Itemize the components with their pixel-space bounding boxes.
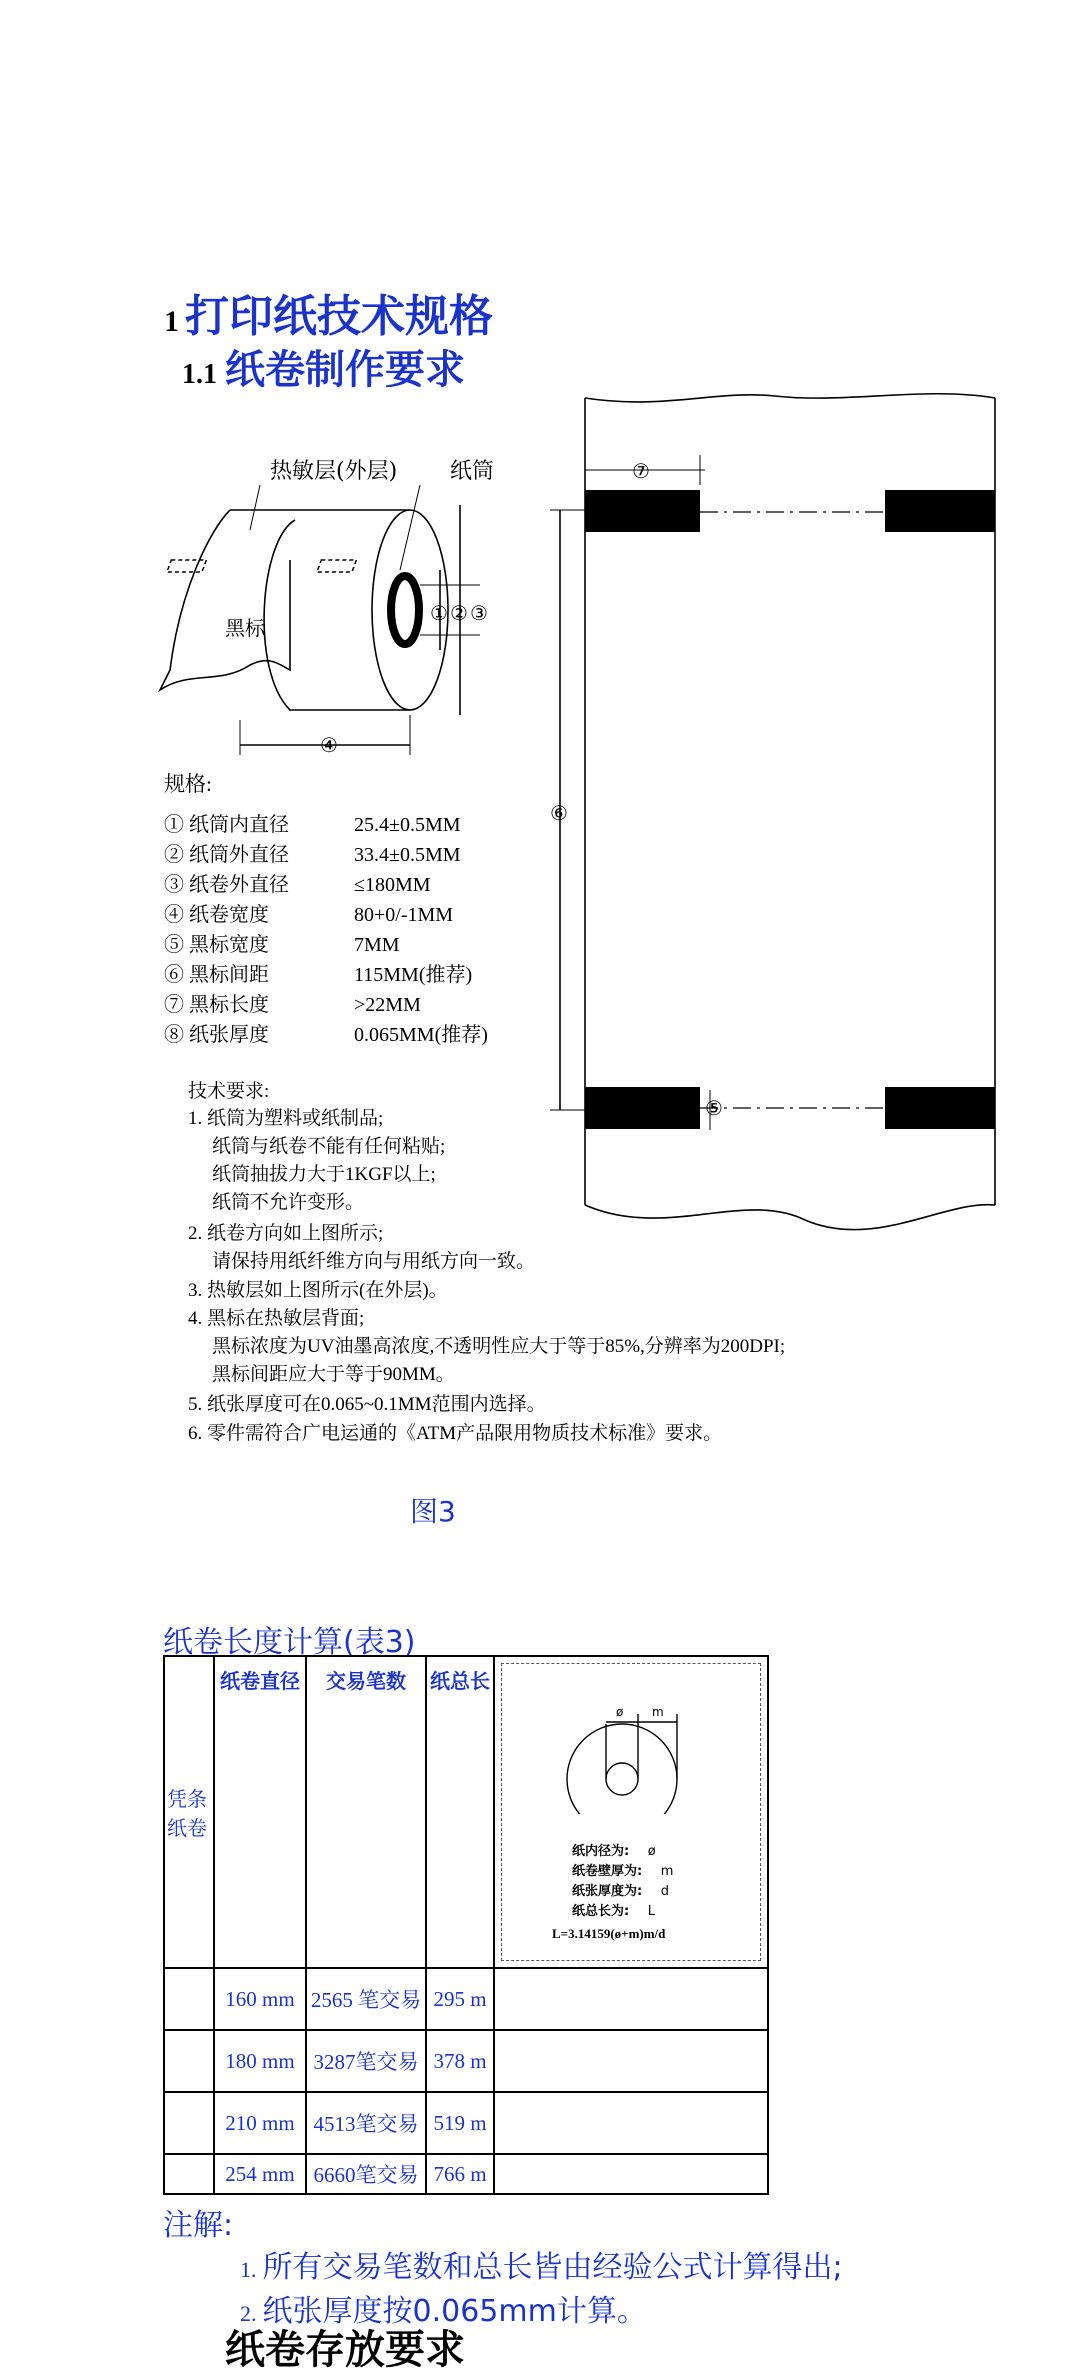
legend-label: 纸张厚度为: (572, 1884, 643, 1899)
marker-2: ② (450, 601, 468, 625)
black-mark-left (167, 560, 206, 572)
spec-row (164, 898, 453, 927)
next-section-heading: 纸卷存放要求 (225, 2327, 465, 2373)
table-row (164, 2092, 768, 2154)
legend-line (572, 1842, 673, 1862)
spec-value: 0.065MM(推荐) (354, 1024, 488, 1046)
note-text: 所有交易笔数和总长皆由经验公式计算得出; (262, 2250, 843, 2285)
m-label: m (652, 1705, 664, 1719)
roll-length-table (163, 1655, 769, 2195)
legend-label: 纸卷壁厚为: (572, 1864, 643, 1879)
formula-cell (494, 1656, 768, 1968)
strip-bottom-edge (585, 1205, 995, 1230)
requirement-line: 黑标浓度为UV油墨高浓度,不透明性应大于等于85%,分辨率为200DPI; (212, 1336, 786, 1357)
strip-top-edge (585, 394, 995, 402)
table-cell (494, 2030, 768, 2092)
subsection-number: 1.1 (182, 359, 217, 390)
table-cell: 210 mm (214, 2092, 306, 2154)
section-heading (164, 280, 493, 344)
spec-value: 80+0/-1MM (354, 904, 454, 926)
spec-label: ⑥ 黑标间距 (164, 964, 269, 986)
spec-row (164, 1018, 488, 1047)
table-cell: 4513笔交易 (306, 2092, 426, 2154)
requirement-line: 3. 热敏层如上图所示(在外层)。 (188, 1280, 448, 1301)
requirement-line: 2. 纸卷方向如上图所示; (188, 1223, 384, 1244)
table-cell (164, 1968, 214, 2030)
black-mark-label: 黑标 (225, 616, 265, 640)
table-cell: 254 mm (214, 2154, 306, 2194)
marker-1: ① (430, 601, 448, 625)
spec-row (164, 928, 400, 957)
spec-value: 7MM (354, 934, 400, 956)
legend-symbol: m (660, 1864, 674, 1879)
side-label: 凭条纸卷 (164, 1656, 214, 1968)
note-text: 纸张厚度按0.065mm计算。 (262, 2294, 647, 2329)
requirement-line: 4. 黑标在热敏层背面; (188, 1308, 365, 1329)
table-cell: 3287笔交易 (306, 2030, 426, 2092)
legend-line (572, 1882, 673, 1902)
table-cell: 180 mm (214, 2030, 306, 2092)
legend-label: 纸内径为: (572, 1844, 630, 1859)
table-cell: 519 m (426, 2092, 494, 2154)
column-header: 纸卷直径 (214, 1656, 306, 1968)
spec-label: ⑤ 黑标宽度 (164, 934, 269, 956)
legend-label: 纸总长为: (572, 1904, 630, 1919)
requirement-line: 纸筒不允许变形。 (212, 1192, 365, 1213)
spec-row (164, 838, 461, 867)
table-cell: 6660笔交易 (306, 2154, 426, 2194)
marker-5: ⑤ (705, 1096, 723, 1120)
paper-sheet-outline (160, 510, 290, 690)
table-cell (164, 2030, 214, 2092)
marker-7: ⑦ (632, 459, 650, 483)
table-cell: 160 mm (214, 1968, 306, 2030)
legend-line (572, 1902, 673, 1922)
black-mark-right (317, 560, 356, 572)
spec-label: ④ 纸卷宽度 (164, 904, 269, 926)
requirement-line: 5. 纸张厚度可在0.065~0.1MM范围内选择。 (188, 1394, 546, 1415)
spec-value: >22MM (354, 994, 421, 1016)
black-mark-bottom-right (885, 1087, 995, 1129)
requirement-line: 6. 零件需符合广电运通的《ATM产品限用物质技术标准》要求。 (188, 1423, 723, 1444)
spec-label: ⑧ 纸张厚度 (164, 1024, 269, 1046)
note-item (240, 2242, 843, 2286)
table-cell (164, 2092, 214, 2154)
black-mark-top-left (585, 490, 700, 532)
paper-strip-diagram (545, 390, 1005, 1260)
legend-line (572, 1862, 673, 1882)
table-cell (494, 2092, 768, 2154)
legend-symbol: d (660, 1884, 669, 1899)
table-cell: 295 m (426, 1968, 494, 2030)
spec-label: ⑦ 黑标长度 (164, 994, 269, 1016)
section-title: 打印纸技术规格 (185, 291, 493, 342)
marker-4: ④ (320, 733, 338, 757)
column-header: 交易笔数 (306, 1656, 426, 1968)
requirement-line: 1. 纸筒为塑料或纸制品; (188, 1108, 384, 1129)
formula-box (501, 1663, 761, 1961)
table-cell (494, 2154, 768, 2194)
table-title: 纸卷长度计算(表3) (163, 1625, 416, 1660)
spec-row (164, 808, 461, 837)
subsection-heading (182, 338, 465, 395)
legend-symbol: ø (647, 1844, 656, 1859)
roll-section-diagram (502, 1664, 752, 1814)
paper-roll-diagram (150, 440, 570, 770)
table-row (164, 2154, 768, 2194)
core-label: 纸筒 (450, 459, 495, 484)
table-header-row (164, 1656, 768, 1968)
black-mark-top-right (885, 490, 995, 532)
formula-text: L=3.14159(ø+m)m/d (552, 1926, 666, 1941)
note-number: 1. (240, 2257, 257, 2282)
spec-label: ③ 纸卷外直径 (164, 874, 289, 896)
spec-title: 规格: (164, 772, 212, 796)
spec-value: 25.4±0.5MM (354, 814, 461, 836)
marker-3: ③ (470, 601, 488, 625)
notes-title: 注解: (163, 2208, 234, 2243)
spec-row (164, 988, 421, 1017)
spec-row (164, 958, 472, 987)
section-number: 1 (164, 305, 179, 338)
requirement-line: 请保持用纸纤维方向与用纸方向一致。 (212, 1251, 536, 1272)
table-cell (494, 1968, 768, 2030)
spec-value: ≤180MM (354, 874, 431, 896)
column-header: 纸总长 (426, 1656, 494, 1968)
requirement-line: 黑标间距应大于等于90MM。 (212, 1364, 455, 1385)
table-row (164, 1968, 768, 2030)
thermal-layer-label: 热敏层(外层) (270, 459, 398, 484)
requirement-line: 纸筒抽拔力大于1KGF以上; (212, 1164, 436, 1185)
legend-symbol: L (647, 1904, 655, 1919)
table-cell: 2565 笔交易 (306, 1968, 426, 2030)
subsection-title: 纸卷制作要求 (225, 347, 465, 393)
requirement-line: 纸筒与纸卷不能有任何粘贴; (212, 1136, 446, 1157)
formula-legend (572, 1842, 673, 1922)
paper-core (391, 576, 419, 644)
spec-label: ② 纸筒外直径 (164, 844, 289, 866)
spec-value: 33.4±0.5MM (354, 844, 461, 866)
requirements-title: 技术要求: (188, 1081, 270, 1102)
note-number: 2. (240, 2301, 257, 2326)
spec-row (164, 868, 431, 897)
marker-6: ⑥ (550, 801, 568, 825)
spec-value: 115MM(推荐) (354, 964, 473, 986)
figure-caption: 图3 (410, 1495, 456, 1528)
spec-label: ① 纸筒内直径 (164, 814, 289, 836)
black-mark-bottom-left (585, 1087, 700, 1129)
table-cell: 378 m (426, 2030, 494, 2092)
table-cell (164, 2154, 214, 2194)
phi-label: ø (616, 1705, 624, 1719)
table-cell: 766 m (426, 2154, 494, 2194)
table-row (164, 2030, 768, 2092)
